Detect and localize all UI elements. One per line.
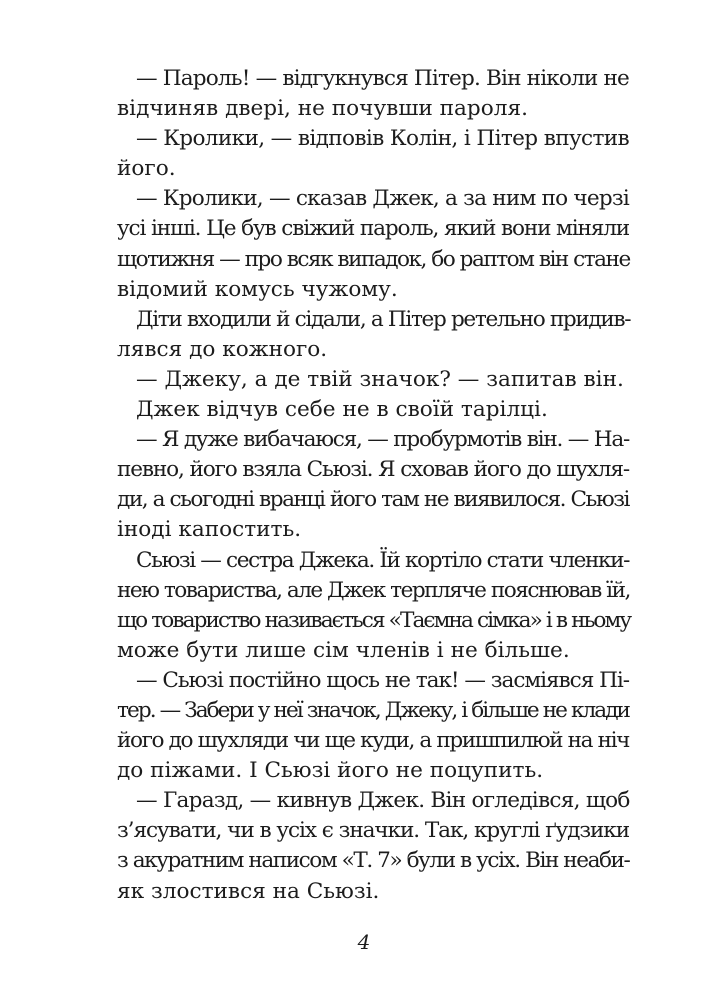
text-line: Джек відчув себе не в своїй тарілці. (136, 397, 548, 423)
text-line: Діти входили й сідали, а Пітер ретельно придив- (136, 306, 631, 332)
text-line: його. (117, 156, 176, 182)
text-line: відомий комусь чужому. (117, 276, 398, 302)
text-line: до піжами. І Сьюзі його не поцупить. (117, 758, 544, 784)
text-line: — Кролики, — відповів Колін, і Пітер впустив (136, 126, 629, 152)
text-line: тер. — Забери у неї значок, Джеку, і більше не клади (117, 697, 629, 723)
text-line: лявся до кожного. (117, 336, 328, 362)
body-text (117, 64, 629, 907)
text-line: Сьюзі — сестра Джека. Їй кортіло стати членки- (136, 547, 629, 573)
text-line: іноді капостить. (117, 517, 302, 543)
text-line: ди, а сьогодні вранці його там не виявилося. Сьюзі (117, 487, 629, 513)
text-line: щотижня — про всяк випадок, бо раптом він стане (117, 246, 630, 272)
text-line: нею товариства, але Джек терпляче пояснював їй, (117, 577, 630, 603)
text-line: з’ясувати, чи в усіх є значки. Так, круглі ґудзики (117, 818, 629, 844)
text-line: — Гаразд, — кивнув Джек. Він огледівся, щоб (136, 788, 630, 814)
text-line: — Джеку, а де твій значок? — запитав він. (136, 366, 624, 392)
text-line: — Я дуже вибачаюся, — пробурмотів він. — На- (136, 427, 629, 453)
text-line: — Пароль! — відгукнувся Пітер. Він ніколи не (136, 66, 629, 91)
text-line: усі інші. Це був свіжий пароль, який вони міняли (117, 216, 629, 242)
page-number: 4 (357, 930, 371, 954)
text-line: з акуратним написом «Т. 7» були в усіх. Він неаби- (117, 848, 630, 874)
text-line: певно, його взяла Сьюзі. Я сховав його до шухля- (117, 457, 629, 483)
text-line: його до шухляди чи ще куди, а пришпилюй на ніч (117, 728, 629, 754)
text-line: — Кролики, — сказав Джек, а за ним по черзі (136, 186, 629, 212)
text-line: — Сьюзі постійно щось не так! — засміявся Пі- (136, 667, 629, 693)
text-line: що товариство називається «Таємна сімка» і в ньому (117, 607, 631, 633)
text-line: як злостився на Сьюзі. (117, 878, 380, 904)
text-line: може бути лише сім членів і не більше. (117, 637, 570, 663)
text-line: відчиняв двері, не почувши пароля. (117, 96, 528, 122)
